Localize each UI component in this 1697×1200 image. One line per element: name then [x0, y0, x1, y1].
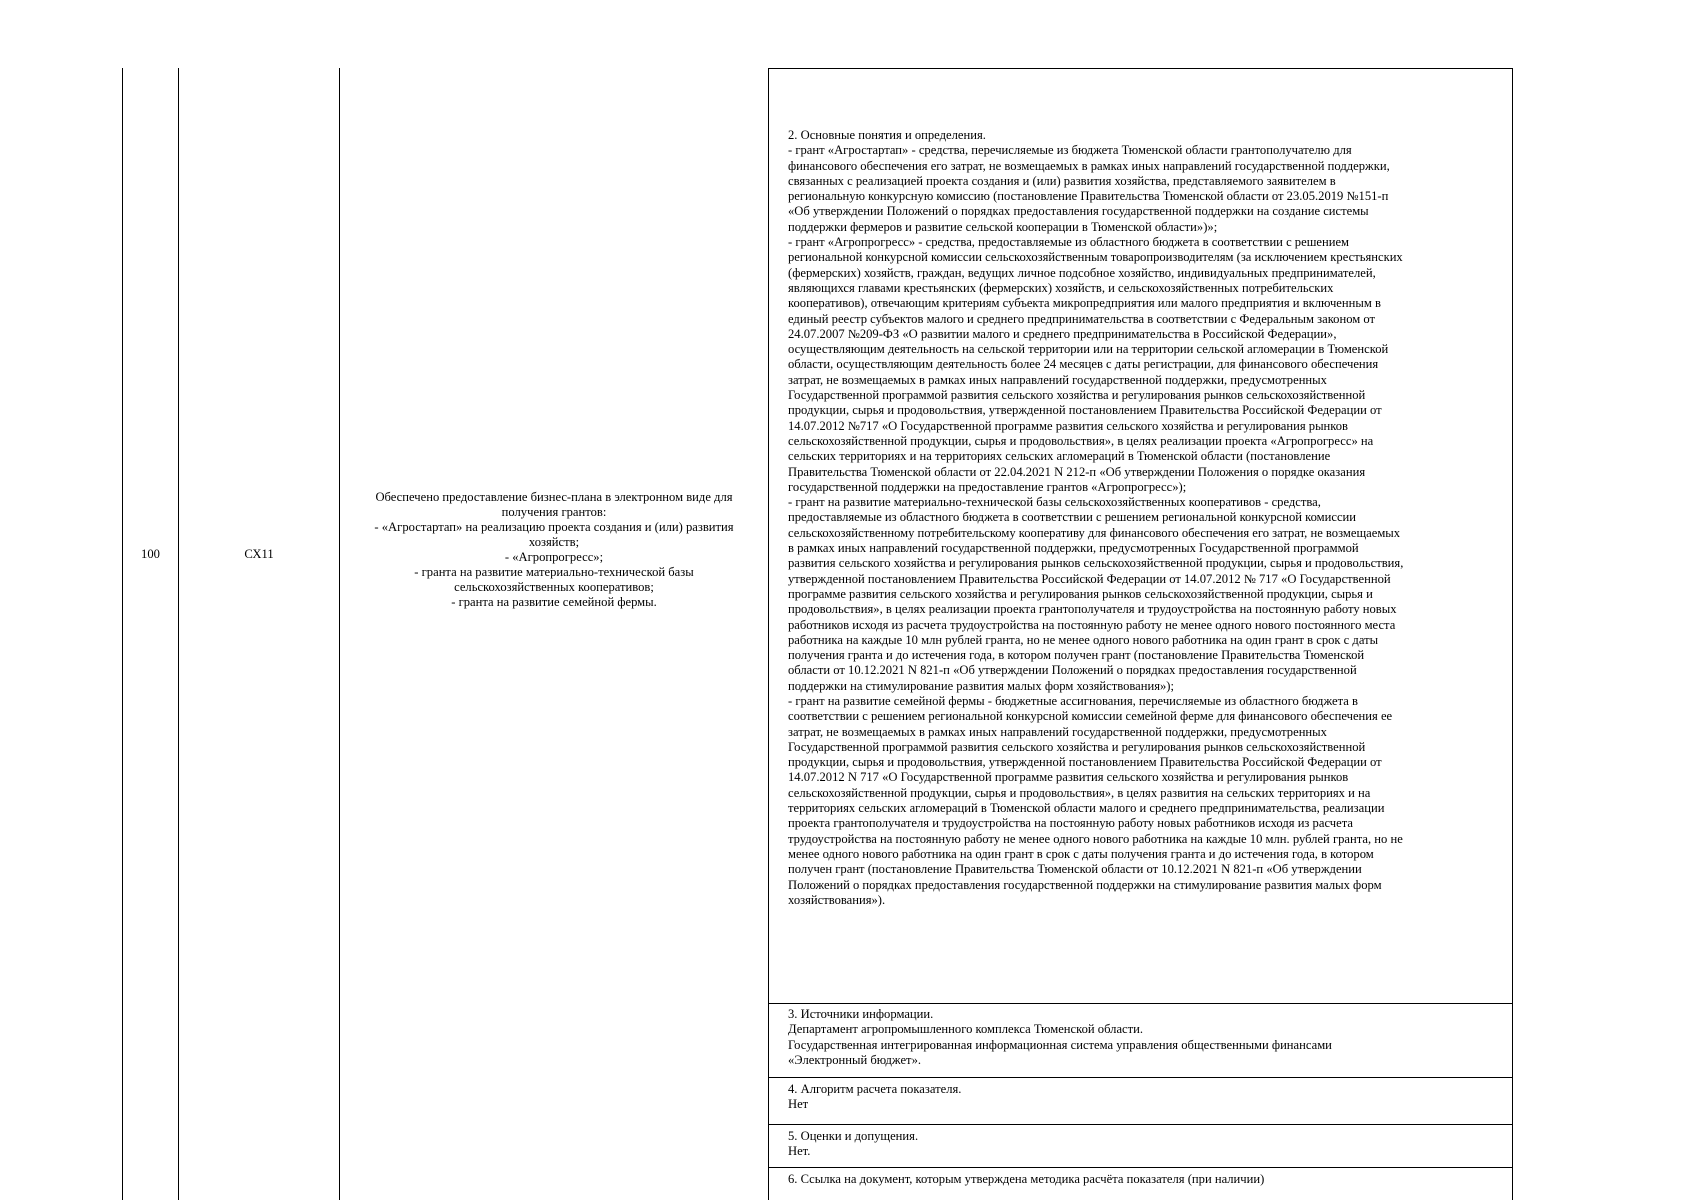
section-text-line: работников исходя из расчета трудоустройства на постоянную работу не менее одного нового постоянного места [788, 617, 1396, 632]
section-text-line: Государственная интегрированная информационная система управления общественными финансами [788, 1037, 1332, 1052]
section-text-line: хозяйствования»). [788, 892, 886, 907]
section-text-line: продукции, сырья и продовольствия, утвержденной постановлением Правительства Российской Федерации от [788, 403, 1382, 418]
section-text-line: «Об утверждении Положений о порядках предоставления государственной поддержки на создание системы [788, 204, 1369, 219]
section-text-line: Нет. [788, 1144, 811, 1159]
assumptions-section [788, 1129, 1510, 1160]
section-text-line: Государственной программой развития сельского хозяйства и регулирования рынков сельскохозяйственной [788, 388, 1366, 403]
section-text-line: (фермерских) хозяйств, граждан, ведущих личное подсобное хозяйство, индивидуальных предпринимателей, [788, 265, 1376, 280]
indicator-name-line: Обеспечено предоставление бизнес-плана в электронном виде для [375, 490, 733, 504]
section-text-line: предоставляемые из областного бюджета в соответствии с решением региональной конкурсной комиссии [788, 510, 1357, 525]
section-text-line: региональной конкурсной комиссии сельскохозяйственным товаропроизводителям (за исключением крестьянских [788, 250, 1403, 265]
indicator-name-line: - «Агростартап» на реализацию проекта создания и (или) развития [374, 520, 734, 534]
section-text-line: сельскохозяйственному потребительскому кооперативу для финансового обеспечения его затрат, не возмещаемых [788, 525, 1401, 540]
section-text-line: Нет [788, 1097, 809, 1112]
indicator-name-line: - «Агропрогресс»; [504, 550, 604, 564]
section-text-line: получен грант (постановление Правительства Тюменской области от 10.12.2021 N 821-п «Об утверждении [788, 862, 1362, 877]
algorithm-section [788, 1082, 1510, 1113]
table-border-right [1512, 68, 1513, 1200]
section-divider-4 [768, 1077, 1513, 1078]
section-text-line: программе развития сельского хозяйства и регулирования рынков сельскохозяйственной продукции, сырья и [788, 586, 1373, 601]
section-text-line: продовольствия», в целях реализации проекта грантополучателя и трудоустройства на постоянную работу новых [788, 602, 1397, 617]
section-text-line: Департамент агропромышленного комплекса Тюменской области. [788, 1022, 1144, 1037]
indicator-name-line: хозяйств; [528, 535, 580, 549]
section-text-line: Правительства Тюменской области от 22.04.2021 N 212-п «Об утверждении Положения о порядке оказания [788, 464, 1366, 479]
section-text-line: соответствии с решением региональной конкурсной комиссии семейной ферме для финансового обеспечения ее [788, 709, 1393, 724]
section-text-line: - грант «Агростартап» - средства, перечисляемые из бюджета Тюменской области грантополучателю для [788, 143, 1352, 158]
section-text-line: области от 10.12.2021 N 821-п «Об утверждении Положений о порядках предоставления государственной [788, 663, 1357, 678]
indicator-name-line: сельскохозяйственных кооперативов; [454, 580, 654, 594]
section-text-line: проекта грантополучателя и трудоустройства на постоянную работу новых работников исходя из расчета [788, 816, 1353, 831]
section-text-line: менее одного нового работника на один грант в срок с даты получения гранта и до истечения года, в котором [788, 846, 1374, 861]
section-text-line: финансового обеспечения его затрат, не возмещаемых в рамках иных направлений государственной поддержки, [788, 158, 1390, 173]
section-text-line: 6. Ссылка на документ, которым утверждена методика расчёта показателя (при наличии) [788, 1172, 1265, 1186]
section-text-line: - грант на развитие семейной фермы - бюджетные ассигнования, перечисляемые из областного бюджета в [788, 693, 1358, 708]
section-text-line: затрат, не возмещаемых в рамках иных направлений государственной поддержки, предусмотренных [788, 372, 1327, 387]
section-text-line: «Электронный бюджет». [788, 1052, 922, 1067]
section-text-line: осуществляющим деятельность на сельской территории или на территории сельской агломерации в Тюменской [788, 342, 1389, 357]
sources-section [788, 1007, 1510, 1068]
section-text-line: региональную конкурсную комиссию (постановление Правительства Тюменской области от 23.05.2019 №151-п [788, 189, 1389, 204]
section-text-line: 24.07.2007 №209-ФЗ «О развитии малого и среднего предпринимательства в Российской Федерации», [788, 326, 1337, 341]
method-link-section [788, 1172, 1510, 1187]
section-text-line: области, осуществляющим деятельность более 24 месяцев с даты регистрации, для финансового обеспечения [788, 357, 1379, 372]
section-divider-5 [768, 1124, 1513, 1125]
section-text-line: поддержки фермеров и развитие сельской кооперации в Тюменской области»)»; [788, 219, 1218, 234]
section-text-line: 3. Источники информации. [788, 1007, 934, 1021]
section-text-line: в рамках иных направлений государственной поддержки, предусмотренных Государственной программой [788, 541, 1359, 556]
section-text-line: развития сельского хозяйства и регулирования рынков сельскохозяйственной продукции, сырья и продовольствия, [788, 556, 1404, 571]
section-text-line: получения гранта и до истечения года, в котором получен грант (постановление Правительства Тюменской [788, 648, 1365, 663]
section-text-line: 4. Алгоритм расчета показателя. [788, 1082, 962, 1096]
section-text-line: поддержки на стимулирование развития малых форм хозяйствования»); [788, 678, 1175, 693]
table-column-divider-3 [768, 68, 769, 1200]
row-number: 100 [141, 546, 160, 561]
section-divider-6 [768, 1167, 1513, 1168]
section-text-line: единый реестр субъектов малого и среднего предпринимательства в соответствии с Федеральным законом от [788, 311, 1376, 326]
section-text-line: работника на каждые 10 млн рублей гранта, но не менее одного нового работника на один грант в срок с даты [788, 632, 1379, 647]
section-text-line: - грант на развитие материально-технической базы сельскохозяйственных кооперативов - средства, [788, 495, 1321, 510]
indicator-name-cell [340, 490, 768, 610]
section-text-line: Положений о порядках предоставления государственной поддержки на стимулирование развития малых форм [788, 877, 1382, 892]
section-text-line: 5. Оценки и допущения. [788, 1129, 919, 1143]
table-top-border-right [768, 68, 1513, 69]
section-text-line: утвержденной постановлением Правительства Российской Федерации от 14.07.2012 № 717 «О Государственной [788, 571, 1391, 586]
indicator-name-line: - гранта на развитие материально-технической базы [414, 565, 694, 579]
section-text-line: сельскохозяйственной продукции, сырья и продовольствия», в целях реализации проекта «Агропрогресс» на [788, 433, 1374, 448]
definitions-section [788, 128, 1510, 908]
section-divider-3 [768, 1003, 1513, 1004]
row-code-cell [179, 68, 339, 1040]
section-text-line: трудоустройства на постоянную работу не менее одного нового работника на каждые 10 млн. рублей гранта, но не [788, 831, 1403, 846]
section-text-line: затрат, не возмещаемых в рамках иных направлений государственной поддержки, предусмотренных [788, 724, 1327, 739]
indicator-name-line: получения грантов: [501, 505, 607, 519]
indicator-name-line: - гранта на развитие семейной фермы. [451, 595, 657, 609]
section-text-line: сельскохозяйственной продукции, сырья и продовольствия», в целях развития на сельских территориях и на [788, 785, 1371, 800]
row-number-cell [123, 68, 178, 1040]
section-text-line: сельских территориях и на территориях сельских агломераций в Тюменской области (постановление [788, 449, 1331, 464]
section-text-line: Государственной программой развития сельского хозяйства и регулирования рынков сельскохозяйственной [788, 739, 1366, 754]
section-text-line: 14.07.2012 N 717 «О Государственной программе развития сельского хозяйства и регулирования рынков [788, 770, 1349, 785]
section-text-line: 2. Основные понятия и определения. [788, 128, 986, 142]
row-code: СХ11 [244, 546, 274, 561]
section-text-line: - грант «Агропрогресс» - средства, предоставляемые из областного бюджета в соответствии с решением [788, 235, 1350, 250]
section-text-line: кооперативов), отвечающим критериям субъекта микропредприятия или малого предприятия и включенным в [788, 296, 1381, 311]
table-column-divider-2 [339, 68, 340, 1200]
section-text-line: являющихся главами крестьянских (фермерских) хозяйств, и сельскохозяйственных потребительских [788, 280, 1334, 295]
section-text-line: 14.07.2012 №717 «О Государственной программе развития сельского хозяйства и регулирования рынков [788, 418, 1349, 433]
section-text-line: связанных с реализацией проекта создания и (или) развития хозяйства, представляемого заявителем в [788, 173, 1336, 188]
section-text-line: государственной поддержки на предоставление грантов «Агропрогресс»); [788, 479, 1187, 494]
section-text-line: территориях сельских агломераций в Тюменской области малого и среднего предпринимательства, реализации [788, 801, 1385, 816]
section-text-line: продукции, сырья и продовольствия, утвержденной постановлением Правительства Российской Федерации от [788, 755, 1382, 770]
